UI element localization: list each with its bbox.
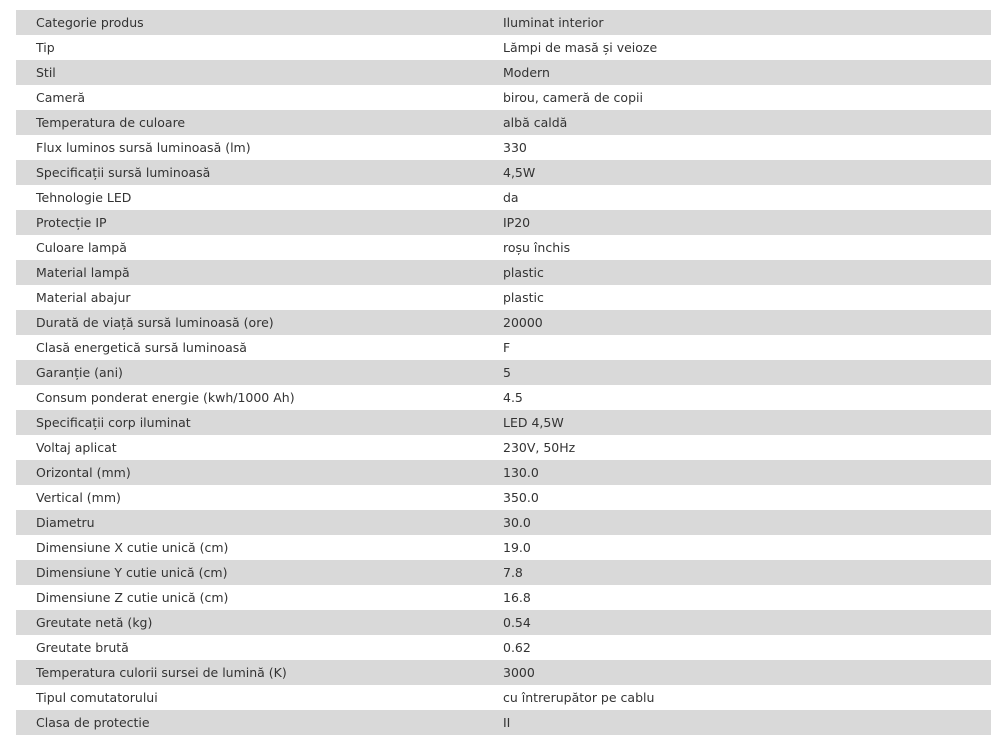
spec-label: Specificații corp iluminat	[16, 410, 503, 435]
spec-row	[16, 185, 991, 210]
spec-table-body	[16, 10, 991, 735]
spec-row	[16, 160, 991, 185]
spec-value: 7.8	[503, 560, 991, 585]
spec-row	[16, 360, 991, 385]
spec-row	[16, 110, 991, 135]
spec-row	[16, 560, 991, 585]
spec-value: roșu închis	[503, 235, 991, 260]
spec-row	[16, 135, 991, 160]
spec-label: Temperatura de culoare	[16, 110, 503, 135]
spec-value: II	[503, 710, 991, 735]
spec-label: Greutate netă (kg)	[16, 610, 503, 635]
spec-value: Modern	[503, 60, 991, 85]
spec-label: Clasa de protectie	[16, 710, 503, 735]
spec-value: 3000	[503, 660, 991, 685]
spec-value: 0.54	[503, 610, 991, 635]
spec-value: Lămpi de masă și veioze	[503, 35, 991, 60]
spec-row	[16, 210, 991, 235]
spec-label: Cameră	[16, 85, 503, 110]
spec-label: Tipul comutatorului	[16, 685, 503, 710]
product-spec-table	[16, 10, 991, 735]
spec-row	[16, 510, 991, 535]
spec-label: Voltaj aplicat	[16, 435, 503, 460]
spec-value: 19.0	[503, 535, 991, 560]
spec-value: cu întrerupător pe cablu	[503, 685, 991, 710]
spec-value: 230V, 50Hz	[503, 435, 991, 460]
spec-row	[16, 535, 991, 560]
spec-row	[16, 85, 991, 110]
spec-label: Tip	[16, 35, 503, 60]
spec-row	[16, 635, 991, 660]
spec-label: Categorie produs	[16, 10, 503, 35]
spec-row	[16, 310, 991, 335]
spec-row	[16, 610, 991, 635]
spec-value: 330	[503, 135, 991, 160]
spec-label: Dimensiune X cutie unică (cm)	[16, 535, 503, 560]
spec-row	[16, 260, 991, 285]
spec-value: albă caldă	[503, 110, 991, 135]
spec-label: Durată de viață sursă luminoasă (ore)	[16, 310, 503, 335]
spec-label: Stil	[16, 60, 503, 85]
spec-row	[16, 685, 991, 710]
spec-label: Dimensiune Y cutie unică (cm)	[16, 560, 503, 585]
spec-row	[16, 485, 991, 510]
spec-label: Orizontal (mm)	[16, 460, 503, 485]
spec-label: Diametru	[16, 510, 503, 535]
spec-row	[16, 660, 991, 685]
spec-value: 30.0	[503, 510, 991, 535]
spec-label: Specificații sursă luminoasă	[16, 160, 503, 185]
spec-value: 20000	[503, 310, 991, 335]
spec-row	[16, 710, 991, 735]
spec-label: Protecție IP	[16, 210, 503, 235]
spec-value: 4,5W	[503, 160, 991, 185]
spec-label: Material lampă	[16, 260, 503, 285]
spec-value: 16.8	[503, 585, 991, 610]
spec-label: Flux luminos sursă luminoasă (lm)	[16, 135, 503, 160]
spec-row	[16, 460, 991, 485]
spec-value: 0.62	[503, 635, 991, 660]
spec-row	[16, 410, 991, 435]
spec-row	[16, 435, 991, 460]
spec-row	[16, 10, 991, 35]
spec-value: IP20	[503, 210, 991, 235]
spec-row	[16, 285, 991, 310]
spec-label: Dimensiune Z cutie unică (cm)	[16, 585, 503, 610]
spec-row	[16, 385, 991, 410]
spec-row	[16, 60, 991, 85]
spec-label: Tehnologie LED	[16, 185, 503, 210]
spec-value: Iluminat interior	[503, 10, 991, 35]
spec-value: 5	[503, 360, 991, 385]
spec-value: 4.5	[503, 385, 991, 410]
spec-row	[16, 35, 991, 60]
spec-value: plastic	[503, 260, 991, 285]
spec-label: Clasă energetică sursă luminoasă	[16, 335, 503, 360]
spec-value: plastic	[503, 285, 991, 310]
spec-row	[16, 585, 991, 610]
spec-row	[16, 235, 991, 260]
spec-value: F	[503, 335, 991, 360]
spec-value: da	[503, 185, 991, 210]
spec-label: Consum ponderat energie (kwh/1000 Ah)	[16, 385, 503, 410]
spec-label: Temperatura culorii sursei de lumină (K)	[16, 660, 503, 685]
spec-row	[16, 335, 991, 360]
spec-label: Vertical (mm)	[16, 485, 503, 510]
spec-value: birou, cameră de copii	[503, 85, 991, 110]
spec-value: 130.0	[503, 460, 991, 485]
spec-value: 350.0	[503, 485, 991, 510]
spec-label: Greutate brută	[16, 635, 503, 660]
spec-label: Garanție (ani)	[16, 360, 503, 385]
spec-value: LED 4,5W	[503, 410, 991, 435]
spec-label: Material abajur	[16, 285, 503, 310]
spec-label: Culoare lampă	[16, 235, 503, 260]
